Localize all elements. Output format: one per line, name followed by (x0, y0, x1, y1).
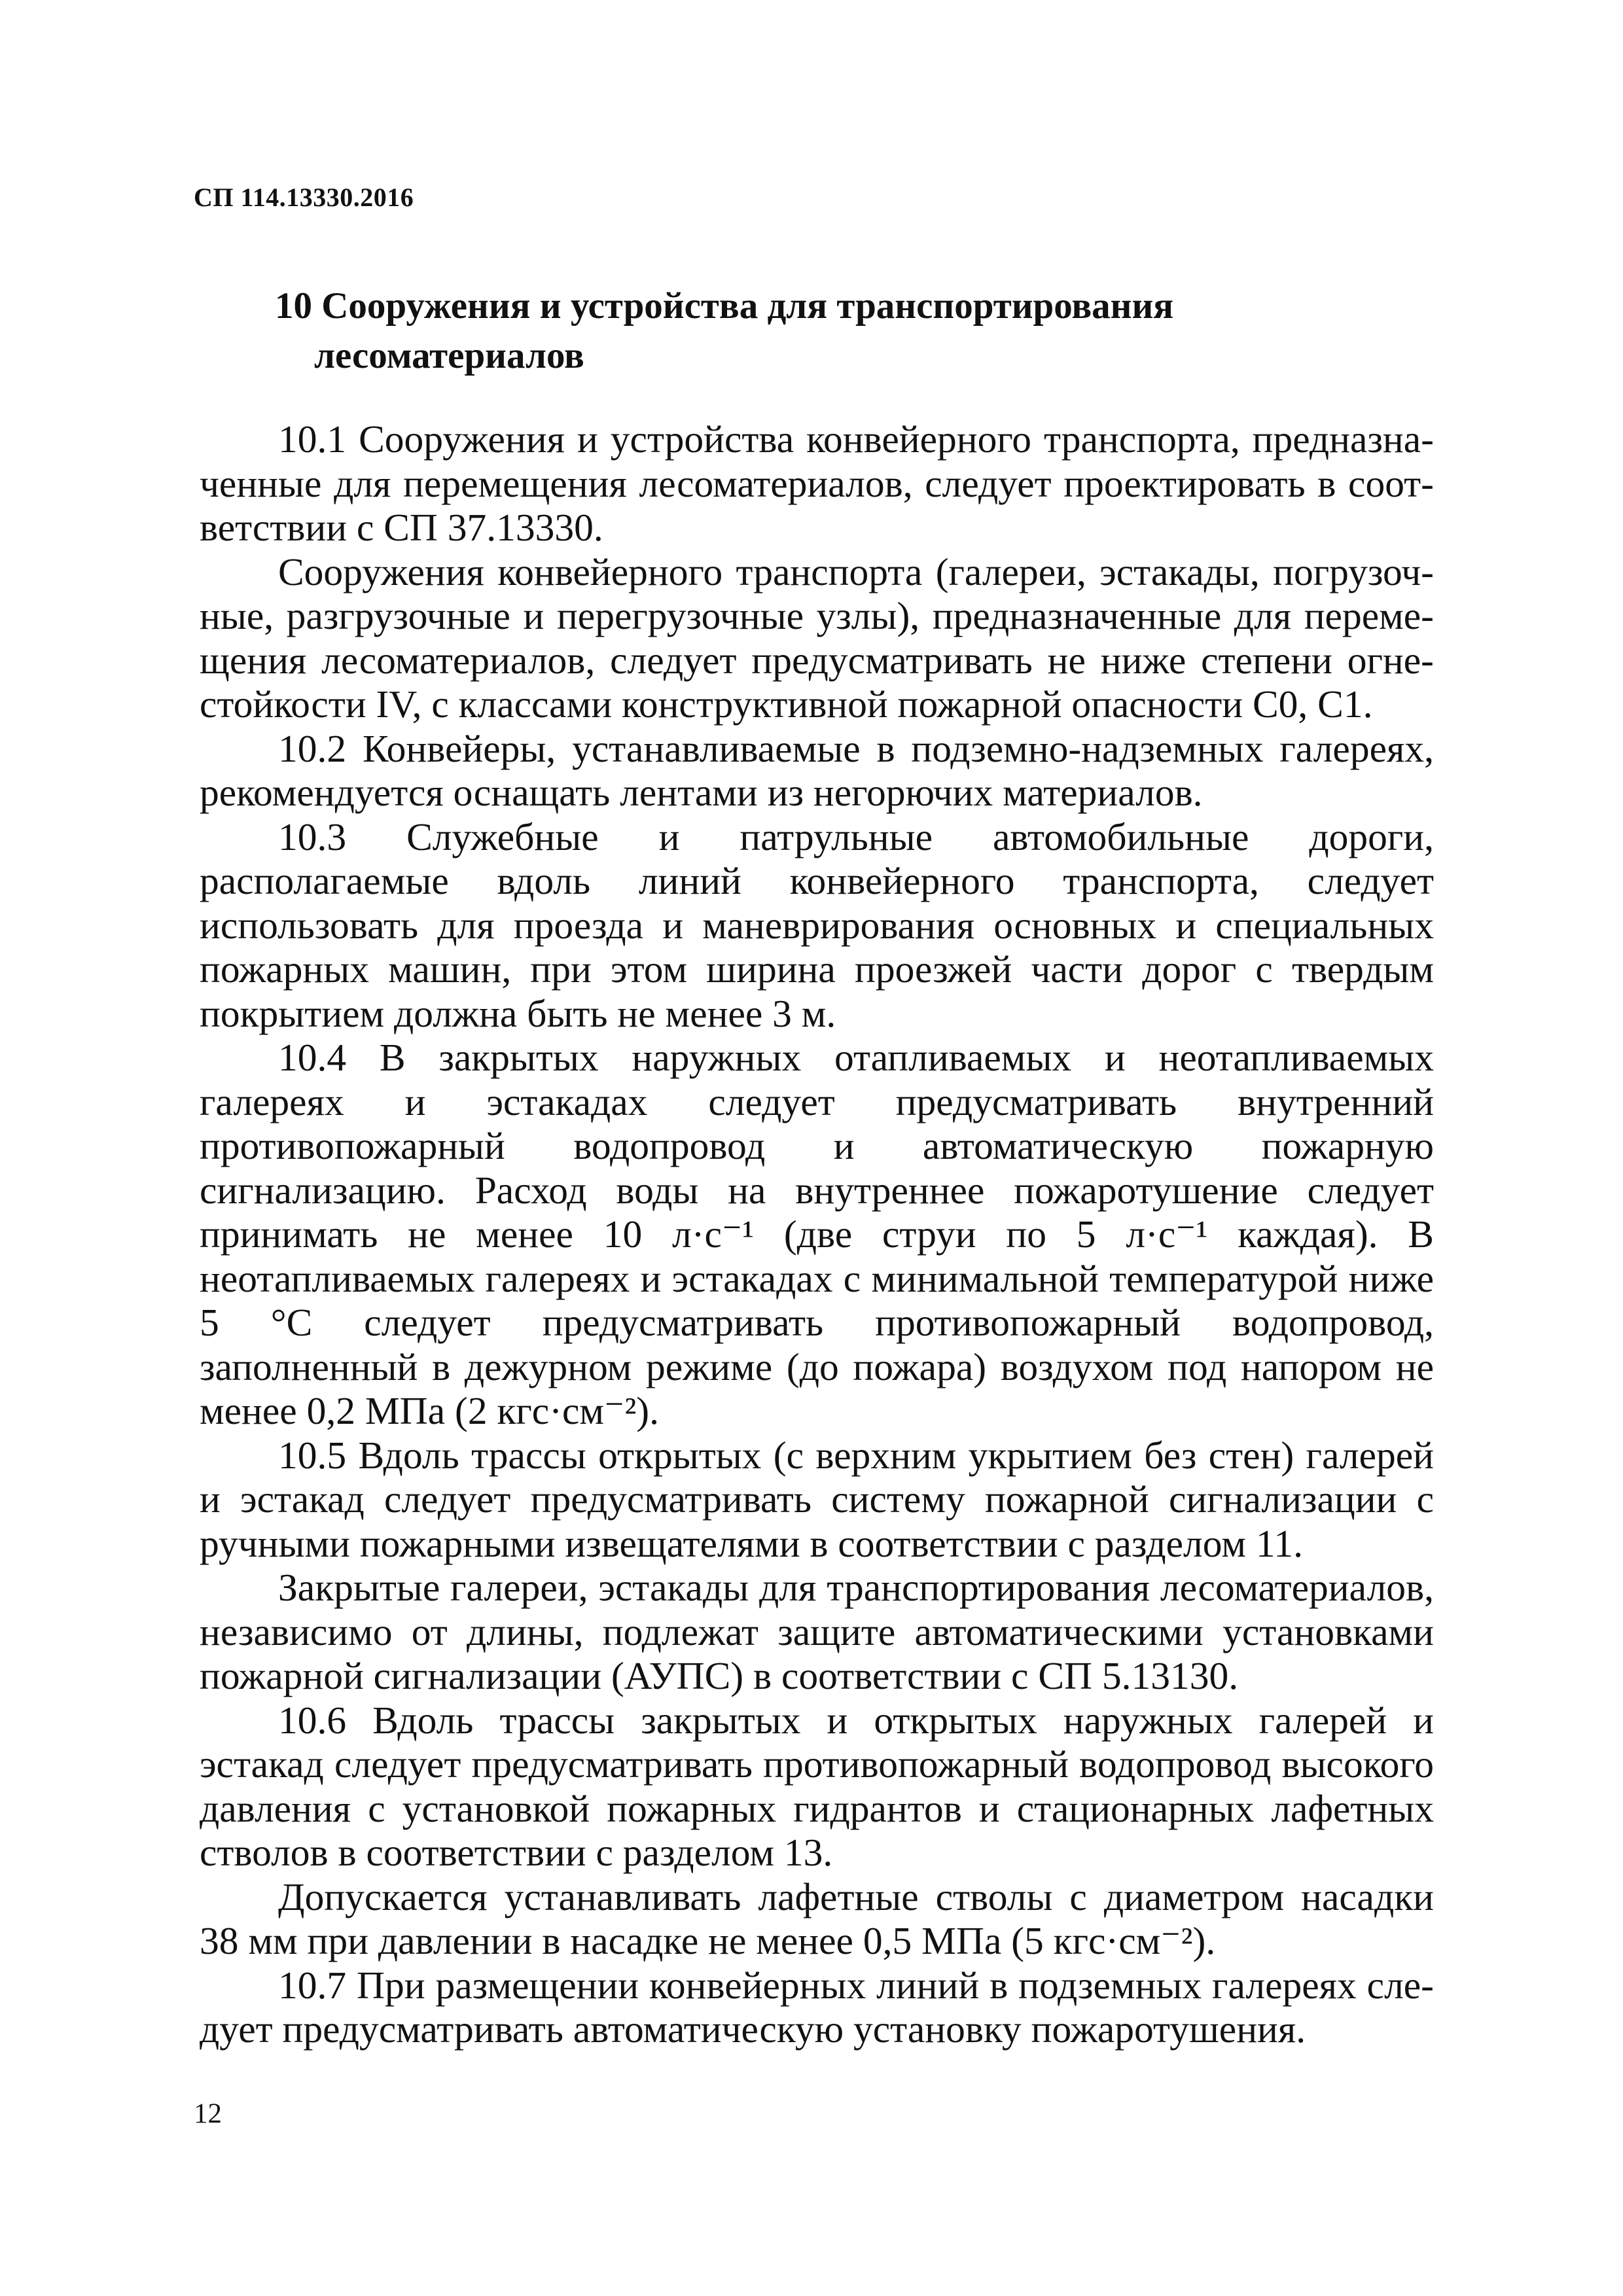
page-number: 12 (194, 2098, 222, 2129)
document-code: СП 114.13330.2016 (194, 183, 414, 212)
paragraph-10-2: 10.2 Конвейеры, устанавливаемые в подземно-надземных галереях, рекомендуется оснащать лентами из негорючих материалов. (200, 726, 1434, 814)
section-body (200, 417, 1434, 2052)
section-title (275, 281, 1440, 381)
section-title-line-2: лесоматериалов (314, 335, 584, 376)
paragraph-10-1: 10.1 Сооружения и устройства конвейерного транспорта, предназначенные для перемещения лесоматериалов, следует проектировать в соответствии с СП 37.13330. (200, 417, 1434, 549)
paragraph-10-6: 10.6 Вдоль трассы закрытых и открытых наружных галерей и эстакад следует предусматривать противопожарный водопровод высокого давления с установкой пожарных гидрантов и стационарных лафетных стволов в соответствии с разделом 13. (200, 1698, 1434, 1874)
paragraph-10-4: 10.4 В закрытых наружных отапливаемых и неотапливаемых галереях и эстакадах следует предусматривать внутренний противопожарный водопровод и автоматическую пожарную сигнализацию. Расход воды на внутреннее пожаротушение следует принимать не менее 10 л·с⁻¹ (две струи по 5 л·с⁻¹ каждая). В неотапливаемых галереях и эстакадах с минимальной температурой ниже 5 °С следует предусматривать противопожарный водопровод, заполненный в дежурном режиме (до пожара) воздухом под напором не менее 0,2 МПа (2 кгс·см⁻²). (200, 1036, 1434, 1432)
paragraph-10-1-fire-resistance: Сооружения конвейерного транспорта (галереи, эстакады, погрузочные, разгрузочные и перегрузочные узлы), предназначенные для перемещения лесоматериалов, следует предусматривать не ниже степени огнестойкости IV, с классами конструктивной пожарной опасности С0, С1. (200, 550, 1434, 726)
paragraph-10-5-closed-galleries: Закрытые галереи, эстакады для транспортирования лесоматериалов, независимо от длины, подлежат защите автоматическими установками пожарной сигнализации (АУПС) в соответствии с СП 5.13130. (200, 1566, 1434, 1697)
paragraph-10-6-monitors: Допускается устанавливать лафетные стволы с диаметром насадки 38 мм при давлении в насадке не менее 0,5 МПа (5 кгс·см⁻²). (200, 1875, 1434, 1962)
paragraph-10-5: 10.5 Вдоль трассы открытых (с верхним укрытием без стен) галерей и эстакад следует предусматривать систему пожарной сигнализации с ручными пожарными извещателями в соответствии с разделом 11. (200, 1433, 1434, 1565)
paragraph-10-7: 10.7 При размещении конвейерных линий в подземных галереях следует предусматривать автоматическую установку пожаротушения. (200, 1963, 1434, 2051)
paragraph-10-3: 10.3 Служебные и патрульные автомобильные дороги, располагаемые вдоль линий конвейерного транспорта, следует использовать для проезда и маневрирования основных и специальных пожарных машин, при этом ширина проезжей части дорог с твердым покрытием должна быть не менее 3 м. (200, 815, 1434, 1035)
section-title-line-1: 10 Сооружения и устройства для транспортирования (275, 285, 1174, 327)
